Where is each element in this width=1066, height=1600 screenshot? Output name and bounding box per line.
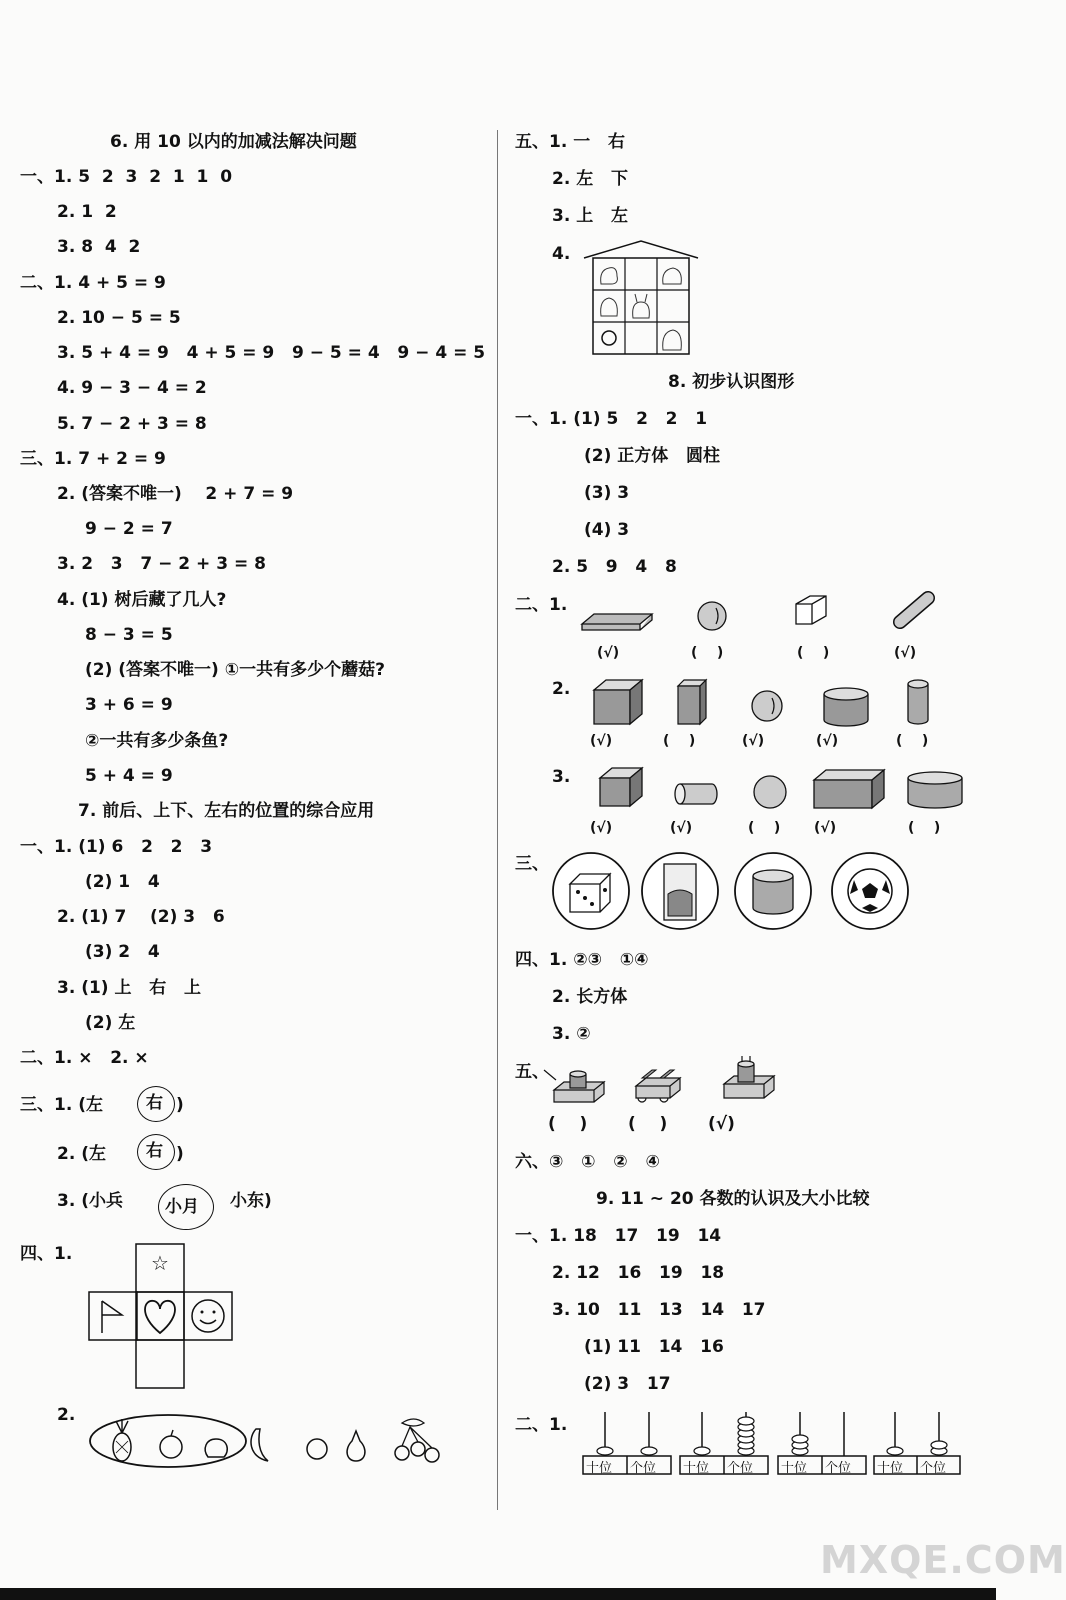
paren-close: ): [176, 1095, 184, 1115]
column-divider: [497, 130, 498, 1510]
answer-line: 2. 12 16 19 18: [552, 1263, 725, 1283]
answer-line: 4. 9 − 3 − 4 = 2: [57, 378, 207, 398]
check-answer: ( ): [691, 645, 724, 661]
abacus-label-ones: 个位: [825, 1461, 852, 1476]
answer-line: 4.: [552, 244, 571, 264]
answer-line: 3. ②: [552, 1024, 591, 1044]
answer-line: 一、1. (1) 5 2 2 1: [515, 409, 708, 429]
section-9-title: 9. 11 ~ 20 各数的认识及大小比较: [596, 1189, 870, 1209]
answer-line: 5. 7 − 2 + 3 = 8: [57, 414, 207, 434]
answer-line: 3. 上 左: [552, 206, 628, 226]
answer-line: 2. 左 下: [552, 169, 628, 189]
circled-answer: 右: [146, 1093, 163, 1113]
answer-line: 四、1.: [20, 1244, 73, 1264]
watermark: MXQE.COM: [820, 1538, 1066, 1582]
solid-shapes-row-3: [596, 766, 962, 814]
answer-line: 2. (1) 7 (2) 3 6: [57, 907, 225, 927]
answer-line: 一、1. 18 17 19 14: [515, 1226, 722, 1246]
check-answer: ( ): [548, 1114, 588, 1134]
check-answer: ( ): [748, 820, 781, 836]
check-answer: (√): [742, 733, 765, 749]
abacus-label-tens: 十位: [586, 1461, 613, 1476]
check-answer: ( ): [908, 820, 941, 836]
answer-line: 2. (左: [57, 1144, 106, 1164]
answer-line: 三、1. (左: [20, 1095, 103, 1115]
answer-line: 3 + 6 = 9: [85, 695, 173, 715]
answer-line: 2. 5 9 4 8: [552, 557, 677, 577]
answer-line: 3.: [552, 767, 571, 787]
check-answer: ( ): [896, 733, 929, 749]
answer-line: 二、1.: [515, 595, 568, 615]
answer-line: 3. (1) 上 右 上: [57, 978, 202, 998]
abacus-label-ones: 个位: [920, 1461, 947, 1476]
check-answer: (√): [597, 645, 620, 661]
check-answer: (√): [708, 1114, 735, 1134]
answer-line: 3. 5 + 4 = 9 4 + 5 = 9 9 − 5 = 4 9 − 4 = 5: [57, 343, 486, 363]
answer-line: 一、1. 5 2 3 2 1 1 0: [20, 167, 233, 187]
answer-line: 六、③ ① ② ④: [515, 1152, 660, 1172]
paren-close: ): [176, 1144, 184, 1164]
answer-line: (2) 左: [85, 1013, 136, 1033]
answer-line: (4) 3: [584, 520, 630, 540]
circled-answer: 小月: [165, 1197, 199, 1217]
answer-line: 9 − 2 = 7: [85, 519, 173, 539]
check-answer: ( ): [797, 645, 830, 661]
abacus-label-tens: 十位: [683, 1461, 710, 1476]
answer-line: 2.: [57, 1405, 76, 1425]
answer-line: 4. (1) 树后藏了几人?: [57, 590, 227, 610]
check-answer: (√): [894, 645, 917, 661]
answer-line: 五、1. 一 右: [515, 132, 625, 152]
answer-line: 2. 10 − 5 = 5: [57, 308, 181, 328]
check-answer: (√): [590, 733, 613, 749]
answer-line: ②一共有多少条鱼?: [85, 731, 229, 751]
check-answer: (√): [816, 733, 839, 749]
answer-line: 二、1. 4 + 5 = 9: [20, 273, 166, 293]
answer-line: 五、: [515, 1062, 549, 1082]
section-6-title: 6. 用 10 以内的加减法解决问题: [110, 132, 357, 152]
answer-line: 二、1. × 2. ×: [20, 1048, 149, 1068]
check-answer: ( ): [628, 1114, 668, 1134]
check-answer: (√): [814, 820, 837, 836]
answer-line: 3. 2 3 7 − 2 + 3 = 8: [57, 554, 266, 574]
check-answer: ( ): [663, 733, 696, 749]
answer-line: 三、1. 7 + 2 = 9: [20, 449, 166, 469]
abacus-label-ones: 个位: [630, 1461, 657, 1476]
answer-line: 3. 10 11 13 14 17: [552, 1300, 766, 1320]
answer-line: 2. 1 2: [57, 202, 117, 222]
section-8-title: 8. 初步认识图形: [668, 372, 795, 392]
answer-line: 5 + 4 = 9: [85, 766, 173, 786]
answer-line: 2. (答案不唯一) 2 + 7 = 9: [57, 484, 294, 504]
answer-line: 3. 8 4 2: [57, 237, 141, 257]
abacus-label-tens: 十位: [877, 1461, 904, 1476]
check-answer: (√): [670, 820, 693, 836]
answer-line: (2) (答案不唯一) ①一共有多少个蘑菇?: [85, 660, 385, 680]
circled-answer: 右: [146, 1141, 163, 1161]
answer-line: (3) 3: [584, 483, 630, 503]
fruit-figure: [88, 1413, 448, 1473]
star-icon: ☆: [151, 1251, 169, 1275]
bottom-edge: [0, 1588, 996, 1600]
answer-line: 三、: [515, 854, 549, 874]
answer-line: (2) 1 4: [85, 872, 160, 892]
answer-line: 一、1. (1) 6 2 2 3: [20, 837, 213, 857]
solid-shapes-row-2: [590, 676, 940, 728]
answer-line: 2. 长方体: [552, 987, 628, 1007]
answer-line: (3) 2 4: [85, 942, 160, 962]
abacus-label-ones: 个位: [727, 1461, 754, 1476]
abacus-label-tens: 十位: [781, 1461, 808, 1476]
answer-line: (2) 正方体 圆柱: [584, 446, 721, 466]
answer-line: 3. (小兵: [57, 1191, 123, 1211]
object-circles-figure: [550, 850, 914, 934]
house-grid-figure: [583, 240, 699, 356]
answer-line: 小东): [230, 1191, 272, 1211]
check-answer: (√): [590, 820, 613, 836]
answer-line: 四、1. ②③ ①④: [515, 950, 649, 970]
block-structures-figure: [542, 1054, 792, 1110]
answer-line: 二、1.: [515, 1415, 568, 1435]
solid-shapes-row-1: [580, 594, 950, 640]
answer-line: (1) 11 14 16: [584, 1337, 724, 1357]
answer-line: 2.: [552, 679, 571, 699]
answer-line: (2) 3 17: [584, 1374, 671, 1394]
answer-line: 8 − 3 = 5: [85, 625, 173, 645]
section-7-title: 7. 前后、上下、左右的位置的综合应用: [78, 801, 375, 821]
